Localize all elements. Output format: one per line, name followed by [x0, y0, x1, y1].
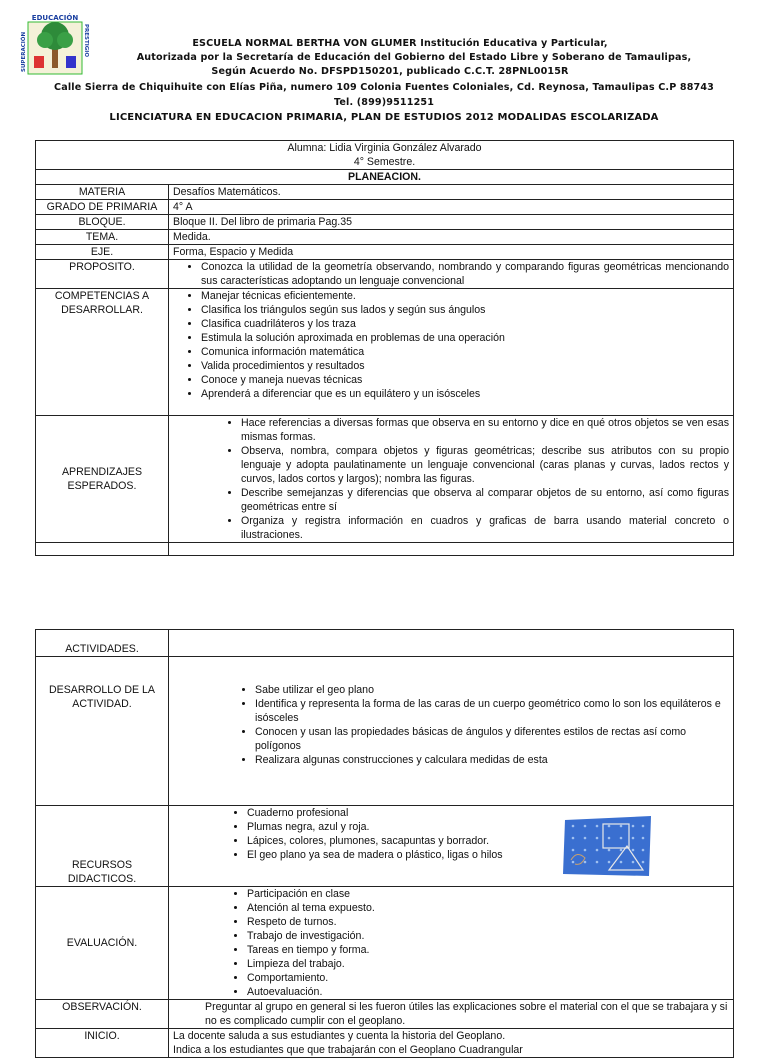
list-item: • Hace referencias a diversas formas que observa en su entorno y dice en qué otros objetos se ven esas mismas formas.	[241, 416, 729, 444]
header-address: Calle Sierra de Chiquihuite con Elías Piña, numero 109 Colonia Fuentes Coloniales, Cd. Reynosa, Tamaulipas C.P 88743	[54, 82, 714, 93]
list-item: • Participación en clase	[247, 887, 729, 901]
list-item: • Realizara algunas construcciones y calculara medidas de esta	[255, 753, 729, 767]
table-row	[36, 1029, 734, 1058]
table-row	[36, 170, 734, 185]
header-program: LICENCIATURA EN EDUCACION PRIMARIA, PLAN DE ESTUDIOS 2012 MODALIDAS ESCOLARIZADA	[109, 112, 659, 123]
list-item: • Autoevaluación.	[247, 985, 729, 999]
list-item: • Valida procedimientos y resultados	[201, 359, 729, 373]
table-row	[36, 289, 734, 416]
row-label-proposito: PROPOSITO.	[36, 260, 169, 289]
list-item: • El geo plano ya sea de madera o plástico, ligas o hilos	[247, 848, 729, 862]
list-item: • Lápices, colores, plumones, sacapuntas y borrador.	[247, 834, 729, 848]
list-item: • Identifica y representa la forma de las caras de un cuerpo geométrico como lo son los equiláteros e isósceles	[255, 697, 729, 725]
table-row	[36, 416, 734, 543]
school-name: ESCUELA NORMAL BERTHA VON GLUMER	[192, 38, 417, 49]
table-row	[36, 1000, 734, 1029]
aprendizajes-list	[173, 416, 729, 542]
table-row	[36, 141, 734, 170]
list-item: • Atención al tema expuesto.	[247, 901, 729, 915]
list-item: • Aprenderá a diferenciar que es un equilátero y un isósceles	[201, 387, 729, 401]
list-item: • Describe semejanzas y diferencias que observa al comparar objetos de su entorno, así como figuras geométricas entre sí	[241, 486, 729, 514]
table-row	[36, 245, 734, 260]
inicio-line-2: Indica a los estudiantes que que trabajarán con el Geoplano Cuadrangular	[173, 1044, 523, 1056]
list-item: • Estimula la solución aproximada en problemas de una operación	[201, 331, 729, 345]
evaluacion-list	[173, 887, 729, 999]
row-label-recursos: RECURSOS DIDACTICOS.	[36, 806, 169, 887]
row-value-materia: Desafíos Matemáticos.	[169, 185, 734, 200]
list-item: • Conocen y usan las propiedades básicas de ángulos y diferentes estilos de rectas así como polígonos	[255, 725, 729, 753]
row-label-materia: MATERIA	[36, 185, 169, 200]
logo-text-left: SUPERACIÓN	[21, 31, 27, 72]
table-row	[36, 230, 734, 245]
semester: 4° Semestre.	[353, 156, 416, 168]
list-item: • Limpieza del trabajo.	[247, 957, 729, 971]
row-label-bloque: BLOQUE.	[36, 215, 169, 230]
table-row	[36, 185, 734, 200]
row-value-bloque: Bloque II. Del libro de primaria Pag.35	[169, 215, 734, 230]
list-item: • Comunica información matemática	[201, 345, 729, 359]
row-label-tema: TEMA.	[36, 230, 169, 245]
list-item: • Respeto de turnos.	[247, 915, 729, 929]
proposito-list	[173, 260, 729, 288]
header-line-1	[16, 38, 768, 49]
table-row	[36, 260, 734, 289]
list-item: • Trabajo de investigación.	[247, 929, 729, 943]
list-item: • Clasifica los triángulos según sus lados y según sus ángulos	[201, 303, 729, 317]
row-label-observacion: OBSERVACIÓN.	[36, 1000, 169, 1029]
logo-text-right: PRESTIGIO	[83, 24, 89, 58]
planeacion-table	[35, 140, 734, 556]
list-item: • Manejar técnicas eficientemente.	[201, 289, 729, 303]
list-item: • Cuaderno profesional	[247, 806, 729, 820]
list-item: • Plumas negra, azul y roja.	[247, 820, 729, 834]
row-label-grado: GRADO DE PRIMARIA	[36, 200, 169, 215]
table-row	[36, 657, 734, 806]
header-phone: Tel. (899)9511251	[333, 97, 435, 108]
row-label-desarrollo: DESARROLLO DE LA ACTIVIDAD.	[36, 657, 169, 806]
row-label-inicio: INICIO.	[36, 1029, 169, 1058]
table-row	[36, 215, 734, 230]
list-item: • Clasifica cuadriláteros y los traza	[201, 317, 729, 331]
list-item: • Organiza y registra información en cuadros y graficas de barra usando material concreto o ilustraciones.	[241, 514, 729, 542]
header-line-2: Autorizada por la Secretaría de Educación del Gobierno del Estado Libre y Soberano de Tamaulipas,	[136, 52, 692, 63]
list-item: • Conoce y maneja nuevas técnicas	[201, 373, 729, 387]
list-item: • Sabe utilizar el geo plano	[255, 683, 729, 697]
list-item: • Tareas en tiempo y forma.	[247, 943, 729, 957]
table-row	[36, 200, 734, 215]
row-value-eje: Forma, Espacio y Medida	[169, 245, 734, 260]
document-header	[0, 0, 768, 130]
student-name: Alumna: Lidia Virginia González Alvarado	[287, 142, 482, 154]
school-type: Institución Educativa y Particular,	[420, 38, 608, 49]
table-row	[36, 543, 734, 556]
inicio-line-1: La docente saluda a sus estudiantes y cuenta la historia del Geoplano.	[173, 1030, 506, 1042]
header-line-3: Según Acuerdo No. DFSPD150201, publicado C.C.T. 28PNL0015R	[211, 66, 569, 77]
observacion-text: Preguntar al grupo en general si les fueron útiles las explicaciones sobre el material con el que se trabajara y si no es complicado cumplir con el geoplano.	[169, 1000, 734, 1029]
table-row	[36, 887, 734, 1000]
planeacion-title: PLANEACION.	[36, 170, 734, 185]
row-label-competencias: COMPETENCIAS A DESARROLLAR.	[36, 289, 169, 416]
list-item: • Comportamiento.	[247, 971, 729, 985]
table-row	[36, 630, 734, 657]
row-value-grado: 4° A	[169, 200, 734, 215]
actividades-table	[35, 629, 734, 1058]
competencias-list	[173, 289, 729, 401]
geoplane-image	[563, 816, 653, 878]
row-label-aprendizajes: APRENDIZAJES ESPERADOS.	[36, 416, 169, 543]
list-item: • Observa, nombra, compara objetos y figuras geométricas; describe sus atributos con su propio lenguaje y adopta paulatinamente un lenguaje convencional (caras planas y curvas, lados rectos y curvos, lados cortos y largos); nombra las figuras.	[241, 444, 729, 486]
row-label-eje: EJE.	[36, 245, 169, 260]
row-label-evaluacion: EVALUACIÓN.	[36, 887, 169, 1000]
desarrollo-list	[173, 683, 729, 767]
logo-text-top: EDUCACIÓN	[31, 14, 79, 22]
row-value-tema: Medida.	[169, 230, 734, 245]
table-row	[36, 806, 734, 887]
list-item: • Conozca la utilidad de la geometría observando, nombrando y comparando figuras geométricas mencionando sus características adoptando un lenguaje convencional	[201, 260, 729, 288]
row-label-actividades: ACTIVIDADES.	[36, 630, 169, 657]
